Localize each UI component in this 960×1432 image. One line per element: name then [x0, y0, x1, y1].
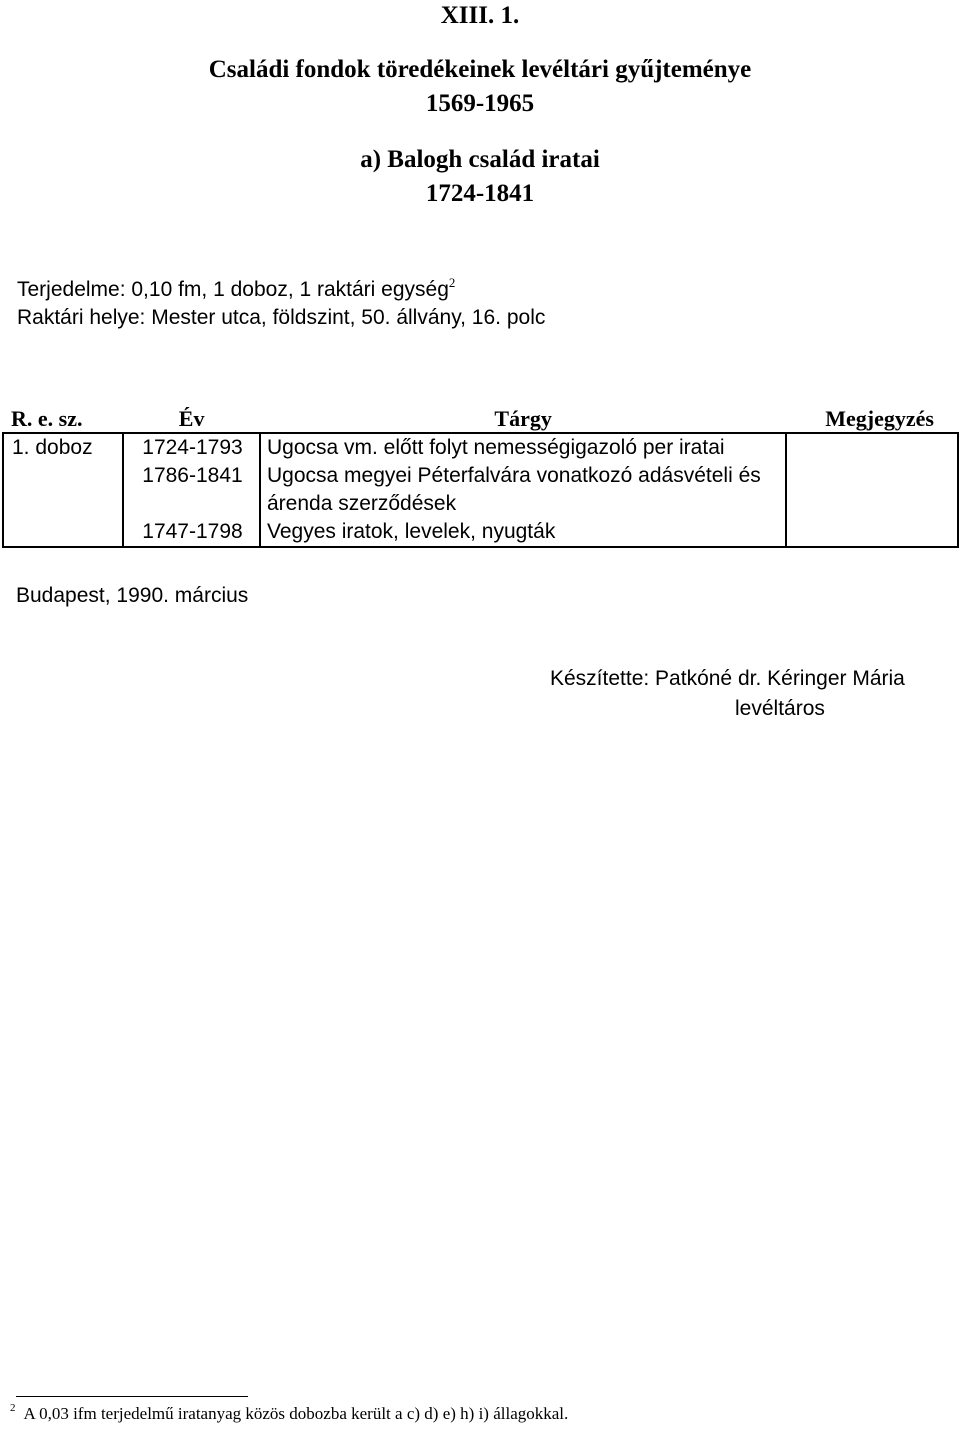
extent-line: [17, 275, 456, 302]
footnote-number: 2: [10, 1402, 16, 1414]
subject-cell: Ugocsa megyei Péterfalvára vonatkozó adásvételi és árenda szerződések: [260, 462, 786, 518]
storage-unit-cell: 1. doboz: [3, 433, 123, 547]
subfond-date-range: 1724-1841: [425, 180, 535, 207]
column-header-note: Megjegyzés: [825, 406, 934, 431]
year-cell: 1724-1793: [123, 433, 260, 462]
subject-cell: Vegyes iratok, levelek, nyugták: [260, 518, 786, 547]
year-cell: 1786-1841: [123, 462, 260, 518]
author-role-line: [550, 697, 960, 721]
table-row: [3, 433, 958, 462]
footnote: [10, 1404, 568, 1424]
column-header-unit: R. e. sz.: [11, 406, 83, 431]
subject-cell: Ugocsa vm. előtt folyt nemességigazoló per iratai: [260, 433, 786, 462]
note-cell: [786, 433, 958, 547]
footnote-text: A 0,03 ifm terjedelmű iratanyag közös dobozba került a c) d) e) h) i) állagokkal.: [23, 1404, 569, 1423]
extent-text: Terjedelme: 0,10 fm, 1 doboz, 1 raktári egység: [17, 278, 449, 301]
footnote-ref: 2: [448, 275, 456, 290]
place-and-date: Budapest, 1990. március: [16, 584, 249, 607]
inventory-table: [2, 402, 959, 548]
document-title: Családi fondok töredékeinek levéltári gyűjteménye: [208, 56, 752, 83]
document-date-range: 1569-1965: [425, 90, 535, 117]
year-cell: 1747-1798: [123, 518, 260, 547]
table-header-row: [3, 402, 958, 433]
subfond-title: a) Balogh család iratai: [360, 146, 600, 173]
column-header-subject: Tárgy: [494, 406, 552, 431]
fond-code: XIII. 1.: [440, 2, 520, 29]
column-header-year: Év: [178, 406, 205, 431]
location-line: Raktári helye: Mester utca, földszint, 50. állvány, 16. polc: [17, 306, 546, 329]
author-line: Készítette: Patkóné dr. Kéringer Mária: [550, 667, 905, 690]
footnote-separator: [16, 1396, 248, 1397]
author-role: levéltáros: [735, 697, 825, 720]
